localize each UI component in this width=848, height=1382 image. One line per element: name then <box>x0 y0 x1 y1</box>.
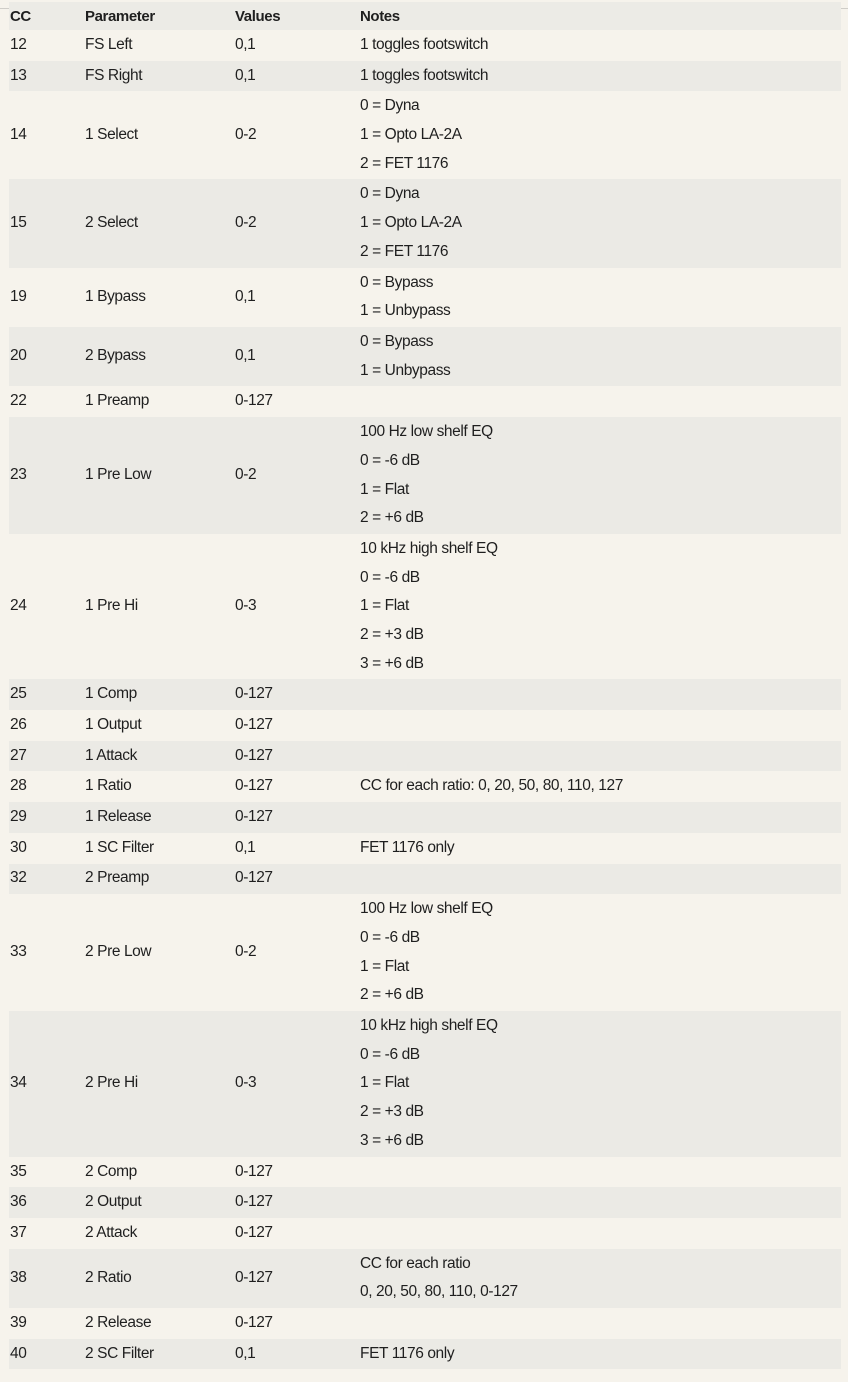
notes-cell <box>359 802 841 833</box>
notes-cell <box>359 1308 841 1339</box>
note-line: 0 = Bypass <box>360 333 434 350</box>
parameter-cell: 1 Ratio <box>85 777 132 795</box>
cc-cell: 30 <box>10 838 27 856</box>
cc-cell: 38 <box>9 1249 84 1308</box>
table-row <box>9 91 841 179</box>
values-cell: 0-2 <box>234 417 359 534</box>
note-line: 2 = FET 1176 <box>360 154 449 172</box>
table-row <box>9 30 841 61</box>
values-cell: 0-127 <box>234 679 359 710</box>
note-line: 3 = +6 dB <box>360 654 424 672</box>
values-cell: 0-127 <box>235 716 273 734</box>
values-cell: 0-2 <box>235 943 257 961</box>
table-row <box>9 386 841 417</box>
parameter-cell: 2 Ratio <box>84 1249 234 1308</box>
parameter-cell: 2 Release <box>85 1313 152 1331</box>
notes-cell <box>359 30 841 61</box>
note-line: 1 = Flat <box>360 1074 409 1092</box>
notes-cell <box>359 417 841 534</box>
values-cell: 0-2 <box>235 126 257 144</box>
cc-cell: 19 <box>10 287 27 305</box>
note-line: 10 kHz high shelf EQ <box>360 1017 498 1035</box>
table-row <box>9 833 841 864</box>
parameter-cell: 1 Preamp <box>85 392 149 410</box>
table-row <box>9 1308 841 1339</box>
note-line: 1 = Opto LA-2A <box>360 214 462 232</box>
notes-cell <box>359 327 841 386</box>
cc-cell: 40 <box>9 1339 84 1370</box>
note-line: 1 = Opto LA-2A <box>360 126 462 144</box>
values-cell: 0,1 <box>235 287 256 305</box>
parameter-cell: 2 Attack <box>85 1223 137 1241</box>
note-line: 2 = +6 dB <box>360 986 424 1004</box>
values-cell: 0-127 <box>234 802 359 833</box>
parameter-cell: 1 Release <box>84 802 234 833</box>
values-cell: 0-127 <box>235 1313 273 1331</box>
notes-cell <box>359 1157 841 1188</box>
table-row <box>9 771 841 802</box>
note-line: 10 kHz high shelf EQ <box>360 539 498 557</box>
parameter-cell: 1 SC Filter <box>85 838 154 856</box>
cc-cell: 12 <box>10 35 27 53</box>
cc-cell: 25 <box>9 679 84 710</box>
table-row <box>9 1218 841 1249</box>
note-line: CC for each ratio: 0, 20, 50, 80, 110, 127 <box>360 777 623 795</box>
notes-cell <box>359 741 841 772</box>
values-cell: 0-127 <box>234 1187 359 1218</box>
parameter-cell: 2 Select <box>84 179 234 267</box>
cc-cell: 36 <box>9 1187 84 1218</box>
cc-cell: 28 <box>10 777 27 795</box>
note-line: 0 = Dyna <box>360 97 420 115</box>
cc-cell: 22 <box>10 392 27 410</box>
cc-cell: 23 <box>9 417 84 534</box>
midi-cc-table <box>9 2 841 1369</box>
notes-cell <box>359 91 841 179</box>
parameter-cell: 1 Pre Low <box>84 417 234 534</box>
values-cell: 0-127 <box>235 777 273 795</box>
cc-cell: 29 <box>9 802 84 833</box>
parameter-cell: 1 Bypass <box>85 287 146 305</box>
notes-cell <box>359 679 841 710</box>
note-line: 1 = Unbypass <box>360 361 451 379</box>
note-line: 1 toggles footswitch <box>360 66 489 84</box>
note-line: 3 = +6 dB <box>360 1131 424 1149</box>
parameter-cell: 1 Pre Hi <box>85 597 138 615</box>
note-line: CC for each ratio <box>360 1254 471 1272</box>
table-row <box>9 61 841 92</box>
table-row <box>9 327 841 386</box>
values-cell: 0-127 <box>235 392 273 410</box>
parameter-cell: 2 Output <box>84 1187 234 1218</box>
note-line: 0 = -6 dB <box>360 451 420 469</box>
cc-cell: 14 <box>10 126 27 144</box>
table-row <box>9 534 841 680</box>
table-row <box>9 1249 841 1308</box>
values-cell: 0-127 <box>235 1162 273 1180</box>
note-line: 0 = -6 dB <box>360 1045 420 1063</box>
notes-cell <box>359 710 841 741</box>
note-line: 0 = Dyna <box>360 185 420 203</box>
parameter-cell: FS Left <box>85 35 133 53</box>
cc-cell: 13 <box>9 61 84 92</box>
parameter-cell: FS Right <box>84 61 234 92</box>
cc-cell: 20 <box>9 327 84 386</box>
values-cell: 0,1 <box>235 838 256 856</box>
cc-cell: 26 <box>10 716 27 734</box>
notes-cell <box>359 534 841 680</box>
note-line: 0, 20, 50, 80, 110, 0-127 <box>360 1283 518 1301</box>
notes-cell <box>359 268 841 327</box>
parameter-cell: 1 Output <box>85 716 142 734</box>
table-row <box>9 710 841 741</box>
note-line: 1 = Unbypass <box>360 302 451 320</box>
parameter-cell: 2 Comp <box>85 1162 137 1180</box>
table-row <box>9 1011 841 1157</box>
table-row <box>9 1339 841 1370</box>
note-line: 0 = -6 dB <box>360 928 420 946</box>
notes-cell <box>359 771 841 802</box>
note-line: 1 = Flat <box>360 957 409 975</box>
values-cell: 0,1 <box>235 35 256 53</box>
cc-cell: 39 <box>10 1313 27 1331</box>
table-row <box>9 1187 841 1218</box>
note-line: 1 toggles footswitch <box>360 35 489 53</box>
note-line: 100 Hz low shelf EQ <box>360 423 493 441</box>
header-values: Values <box>234 2 359 30</box>
note-line: 2 = FET 1176 <box>360 242 449 260</box>
note-line: 1 = Flat <box>360 480 409 498</box>
values-cell: 0,1 <box>234 61 359 92</box>
cc-cell: 37 <box>10 1223 27 1241</box>
values-cell: 0,1 <box>234 327 359 386</box>
note-line: FET 1176 only <box>360 1344 455 1362</box>
cc-cell: 24 <box>10 597 27 615</box>
values-cell: 0-2 <box>234 179 359 267</box>
note-line: 2 = +6 dB <box>360 509 424 527</box>
cc-cell: 34 <box>9 1011 84 1157</box>
values-cell: 0-127 <box>234 864 359 895</box>
parameter-cell: 1 Attack <box>84 741 234 772</box>
notes-cell <box>359 179 841 267</box>
notes-cell <box>359 1339 841 1370</box>
parameter-cell: 2 SC Filter <box>84 1339 234 1370</box>
table-row <box>9 894 841 1011</box>
table-row <box>9 268 841 327</box>
parameter-cell: 2 Pre Low <box>85 943 152 961</box>
note-line: 100 Hz low shelf EQ <box>360 900 493 918</box>
parameter-cell: 1 Select <box>85 126 138 144</box>
values-cell: 0-127 <box>234 1249 359 1308</box>
table-row <box>9 417 841 534</box>
cc-cell: 27 <box>9 741 84 772</box>
values-cell: 0-127 <box>235 1223 273 1241</box>
notes-cell <box>359 864 841 895</box>
table-row <box>9 741 841 772</box>
table-row <box>9 679 841 710</box>
parameter-cell: 1 Comp <box>84 679 234 710</box>
header-parameter: Parameter <box>84 2 234 30</box>
cc-cell: 15 <box>9 179 84 267</box>
header-notes: Notes <box>359 2 841 30</box>
note-line: 0 = Bypass <box>360 273 434 291</box>
notes-cell <box>359 1011 841 1157</box>
table-row <box>9 179 841 267</box>
notes-cell <box>359 1249 841 1308</box>
cc-cell: 35 <box>10 1162 27 1180</box>
notes-cell <box>359 1218 841 1249</box>
note-line: 0 = -6 dB <box>360 568 420 586</box>
parameter-cell: 2 Pre Hi <box>84 1011 234 1157</box>
notes-cell <box>359 833 841 864</box>
table-row <box>9 1157 841 1188</box>
table-body <box>9 30 841 1369</box>
notes-cell <box>359 1187 841 1218</box>
notes-cell <box>359 61 841 92</box>
note-line: 1 = Flat <box>360 597 409 615</box>
table-row <box>9 802 841 833</box>
note-line: 2 = +3 dB <box>360 626 424 644</box>
header-cc: CC <box>9 2 84 30</box>
values-cell: 0,1 <box>234 1339 359 1370</box>
cc-cell: 33 <box>10 943 27 961</box>
values-cell: 0-3 <box>235 597 257 615</box>
cc-cell: 32 <box>9 864 84 895</box>
note-line: 2 = +3 dB <box>360 1103 424 1121</box>
table-row <box>9 864 841 895</box>
values-cell: 0-127 <box>234 741 359 772</box>
parameter-cell: 2 Bypass <box>84 327 234 386</box>
table-header-row <box>9 2 841 30</box>
notes-cell <box>359 386 841 417</box>
parameter-cell: 2 Preamp <box>84 864 234 895</box>
note-line: FET 1176 only <box>360 838 455 856</box>
values-cell: 0-3 <box>234 1011 359 1157</box>
notes-cell <box>359 894 841 1011</box>
